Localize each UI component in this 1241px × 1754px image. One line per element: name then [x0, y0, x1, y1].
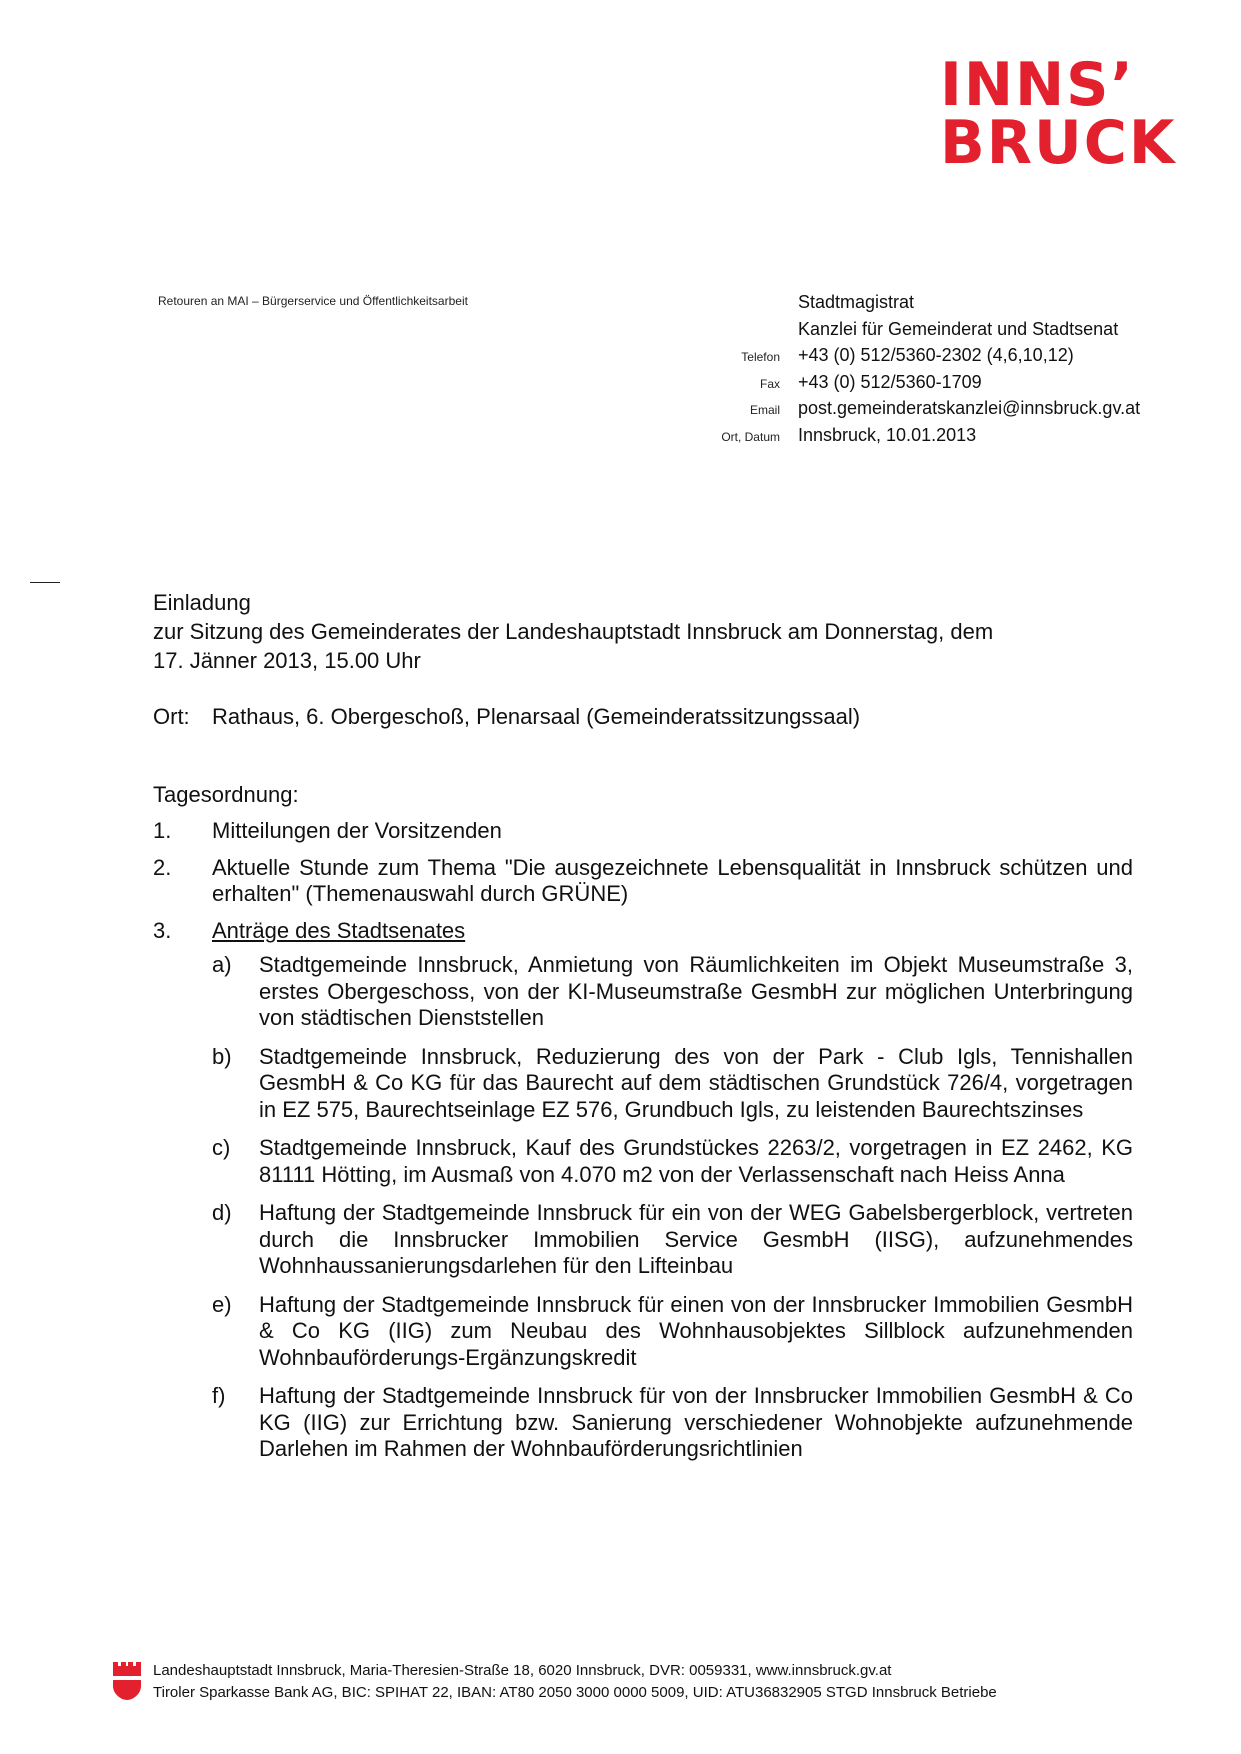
sender-block — [700, 292, 1140, 451]
city-emblem-icon — [111, 1660, 143, 1702]
subitem-text: Stadtgemeinde Innsbruck, Reduzierung des von der Park - Club Igls, Tennishallen GesmbH & Co KG für das Baurecht auf dem städtischen Grundstück 726/4, vorgetragen in EZ 575, Baurechtseinlage EZ 576, Grundbuch Igls, zu leistenden Baurechtszinses — [259, 1043, 1133, 1122]
footer-line-1: Landeshauptstadt Innsbruck, Maria-Theresien-Straße 18, 6020 Innsbruck, DVR: 0059331, www.innsbruck.gv.at — [153, 1662, 892, 1679]
return-address: Retouren an MAI – Bürgerservice und Öffentlichkeitsarbeit — [158, 294, 468, 308]
contact-row — [700, 345, 1140, 372]
date-value: Innsbruck, 10.01.2013 — [798, 424, 977, 445]
logo-line-2: BRUCK — [940, 108, 1177, 178]
agenda-subitem — [212, 1383, 1133, 1463]
subitem-text: Stadtgemeinde Innsbruck, Kauf des Grundstückes 2263/2, vorgetragen in EZ 2462, KG 81111 Hötting, im Ausmaß von 4.070 m2 von der Verlassenschaft nach Heiss Anna — [259, 1135, 1133, 1187]
agenda-subitem — [212, 1135, 1133, 1188]
agenda-subitem — [212, 952, 1133, 1032]
phone-value: +43 (0) 512/5360-2302 (4,6,10,12) — [798, 345, 1074, 365]
contact-row — [700, 398, 1140, 425]
subitem-letter: b) — [212, 1043, 232, 1069]
invitation-line-1: Einladung — [153, 590, 251, 615]
contact-row — [700, 372, 1140, 399]
contact-label: Telefon — [741, 350, 780, 364]
invitation-line-3: 17. Jänner 2013, 15.00 Uhr — [153, 648, 421, 673]
subitem-letter: c) — [212, 1135, 231, 1160]
location — [153, 704, 860, 730]
contact-label: Email — [749, 403, 780, 417]
sender-org: Stadtmagistrat — [798, 292, 915, 312]
agenda-list — [153, 818, 1133, 1475]
agenda-number: 3. — [153, 917, 172, 943]
contact-label: Fax — [759, 376, 780, 391]
agenda-subitem — [212, 1292, 1133, 1372]
agenda-heading: Tagesordnung: — [153, 782, 299, 807]
invitation-title — [153, 588, 1113, 675]
agenda-number: 2. — [153, 854, 172, 880]
agenda-subitem — [212, 1200, 1133, 1280]
agenda-text: Anträge des Stadtsenates — [212, 917, 466, 943]
subitem-letter: e) — [212, 1291, 232, 1317]
agenda-item — [153, 855, 1133, 908]
location-label: Ort: — [153, 704, 190, 729]
agenda-text: Mitteilungen der Vorsitzenden — [212, 818, 502, 843]
fax-value: +43 (0) 512/5360-1709 — [798, 371, 982, 392]
fold-mark — [30, 582, 60, 583]
innsbruck-logo — [940, 50, 1185, 178]
subitem-letter: f) — [212, 1383, 226, 1408]
sender-dept: Kanzlei für Gemeinderat und Stadtsenat — [798, 318, 1119, 339]
location-value: Rathaus, 6. Obergeschoß, Plenarsaal (Gemeinderatssitzungssaal) — [212, 704, 861, 729]
agenda-number: 1. — [153, 818, 172, 843]
email-value: post.gemeinderatskanzlei@innsbruck.gv.at — [798, 398, 1141, 418]
footer — [111, 1660, 997, 1704]
agenda-subitems — [212, 952, 1133, 1463]
subitem-letter: d) — [212, 1200, 232, 1225]
agenda-item — [153, 818, 1133, 845]
footer-line-2: Tiroler Sparkasse Bank AG, BIC: SPIHAT 22, IBAN: AT80 2050 3000 0000 5009, UID: ATU36832905 STGD Innsbruck Betriebe — [153, 1684, 997, 1701]
contact-label: Ort, Datum — [721, 429, 780, 444]
subitem-text: Stadtgemeinde Innsbruck, Anmietung von Räumlichkeiten im Objekt Museumstraße 3, erstes Obergeschoss, von der KI-Museumstraße GesmbH zur möglichen Unterbringung von städtischen Dienststellen — [259, 952, 1133, 1030]
logo-line-1: INNS’ — [940, 50, 1135, 120]
subitem-text: Haftung der Stadtgemeinde Innsbruck für von der Innsbrucker Immobilien GesmbH & Co KG (IIG) zur Errichtung bzw. Sanierung verschiedener Wohnobjekte aufzunehmende Darlehen im Rahmen der Wohnbauförderungsrichtlinien — [259, 1383, 1133, 1461]
subitem-text: Haftung der Stadtgemeinde Innsbruck für einen von der Innsbrucker Immobilien GesmbH & Co KG (IIG) zum Neubau des Wohnhausobjektes Sillblock aufzunehmenden Wohnbauförderungs-Ergänzungskredit — [259, 1291, 1133, 1370]
invitation-line-2: zur Sitzung des Gemeinderates der Landeshauptstadt Innsbruck am Donnerstag, dem — [153, 619, 994, 644]
agenda-text: Aktuelle Stunde zum Thema "Die ausgezeichnete Lebensqualität in Innsbruck schützen und erhalten" (Themenauswahl durch GRÜNE) — [212, 854, 1133, 906]
subitem-letter: a) — [212, 952, 232, 977]
agenda-subitem — [212, 1044, 1133, 1124]
contact-row — [700, 425, 1140, 452]
subitem-text: Haftung der Stadtgemeinde Innsbruck für ein von der WEG Gabelsbergerblock, vertreten durch die Innsbrucker Immobilien Service GesmbH (IISG), aufzunehmendes Wohnhaussanierungsdarlehen für den Lifteinbau — [259, 1200, 1133, 1278]
agenda-item — [153, 918, 1133, 945]
